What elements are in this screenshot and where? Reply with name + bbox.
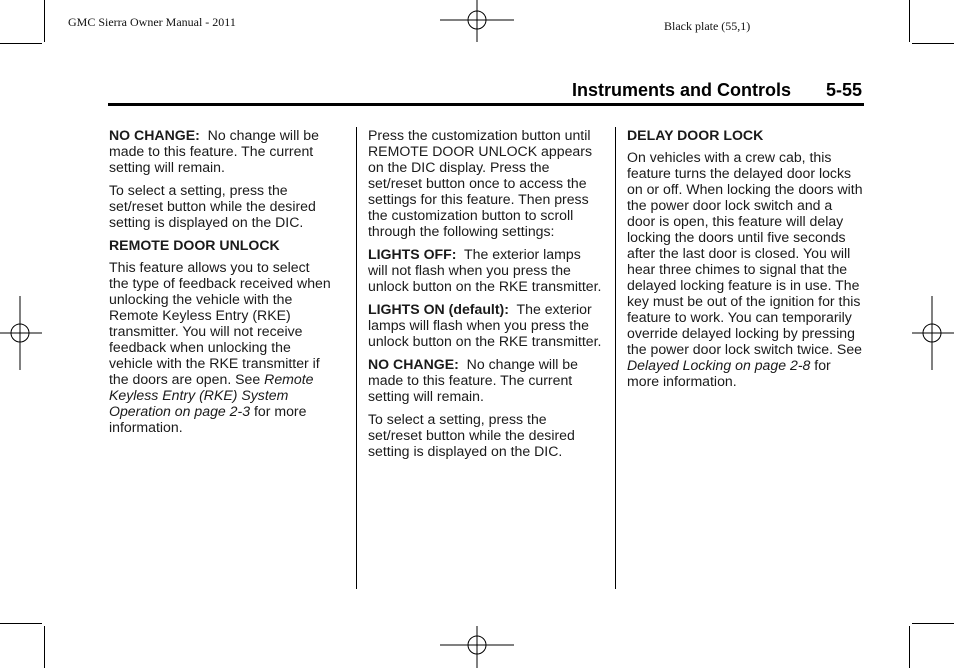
crop-mark	[44, 626, 45, 668]
paragraph: To select a setting, press the set/reset button while the desired setting is displayed on the DIC.	[109, 182, 316, 230]
paragraph: To select a setting, press the set/reset button while the desired setting is displayed on the DIC.	[368, 411, 575, 459]
paragraph-text: No change will be made to this feature. The current setting will remain.	[368, 356, 578, 404]
slug-plate-info: Black plate (55,1)	[664, 19, 751, 33]
section-heading: REMOTE DOOR UNLOCK	[109, 237, 280, 253]
column-1	[109, 127, 331, 442]
slug-manual-title: GMC Sierra Owner Manual - 2011	[68, 15, 236, 29]
column-divider	[615, 127, 616, 589]
paragraph: Press the customization button until REMOTE DOOR UNLOCK appears on the DIC display. Press the set/reset button once to access the settings for this feature. Then press the customization button to scroll through the following settings:	[368, 127, 592, 239]
paragraph-text: The exterior lamps will flash when you press the unlock button on the RKE transmitter.	[368, 301, 602, 349]
page-number: 5-55	[826, 80, 863, 100]
paragraph	[368, 301, 604, 349]
paragraph	[109, 127, 331, 175]
cross-reference: Remote Keyless Entry (RKE) System Operation on page 2‑3	[109, 371, 314, 419]
setting-label: LIGHTS OFF:	[368, 246, 457, 262]
header-rule	[108, 103, 864, 106]
crop-mark	[0, 623, 42, 624]
crop-mark	[0, 43, 42, 44]
paragraph-text: No change will be made to this feature. The current setting will remain.	[109, 127, 319, 175]
registration-mark-left	[0, 296, 44, 372]
section-title: Instruments and Controls	[572, 80, 792, 100]
crop-mark	[909, 0, 910, 42]
paragraph-text: On vehicles with a crew cab, this feature turns the delayed door locks on or off. When locking the doors with the power door lock switch and a door is open, this feature will delay locking the doors until five seconds after the last door is closed. You will hear three chimes to signal that the delayed locking feature is in use. The key must be out of the ignition for this feature to work. You can temporarily override delayed locking by pressing the power door lock switch twice. See	[627, 149, 863, 357]
paragraph-text: for more information.	[109, 403, 307, 435]
paragraph	[627, 149, 863, 389]
registration-mark-right	[910, 296, 954, 372]
column-2	[368, 127, 604, 466]
setting-label: NO CHANGE:	[109, 127, 200, 143]
registration-mark-bottom	[440, 624, 516, 668]
crop-mark	[44, 0, 45, 42]
crop-mark	[912, 623, 954, 624]
section-heading: DELAY DOOR LOCK	[627, 127, 764, 143]
paragraph	[368, 246, 604, 294]
cross-reference: Delayed Locking on page 2‑8	[627, 357, 811, 373]
paragraph-text: This feature allows you to select the type of feedback received when unlocking the vehicle with the Remote Keyless Entry (RKE) transmitter. You will not receive feedback when unlocking the vehicle with the RKE transmitter if the doors are open. See	[109, 259, 331, 387]
registration-mark-top	[440, 0, 516, 44]
setting-label: LIGHTS ON (default):	[368, 301, 509, 317]
column-3	[627, 127, 863, 396]
paragraph-text: for more information.	[627, 357, 831, 389]
column-divider	[356, 127, 357, 589]
paragraph	[109, 259, 331, 435]
paragraph-text: The exterior lamps will not flash when you press the unlock button on the RKE transmitter.	[368, 246, 602, 294]
paragraph	[368, 356, 604, 404]
crop-mark	[912, 43, 954, 44]
crop-mark	[909, 626, 910, 668]
setting-label: NO CHANGE:	[368, 356, 459, 372]
